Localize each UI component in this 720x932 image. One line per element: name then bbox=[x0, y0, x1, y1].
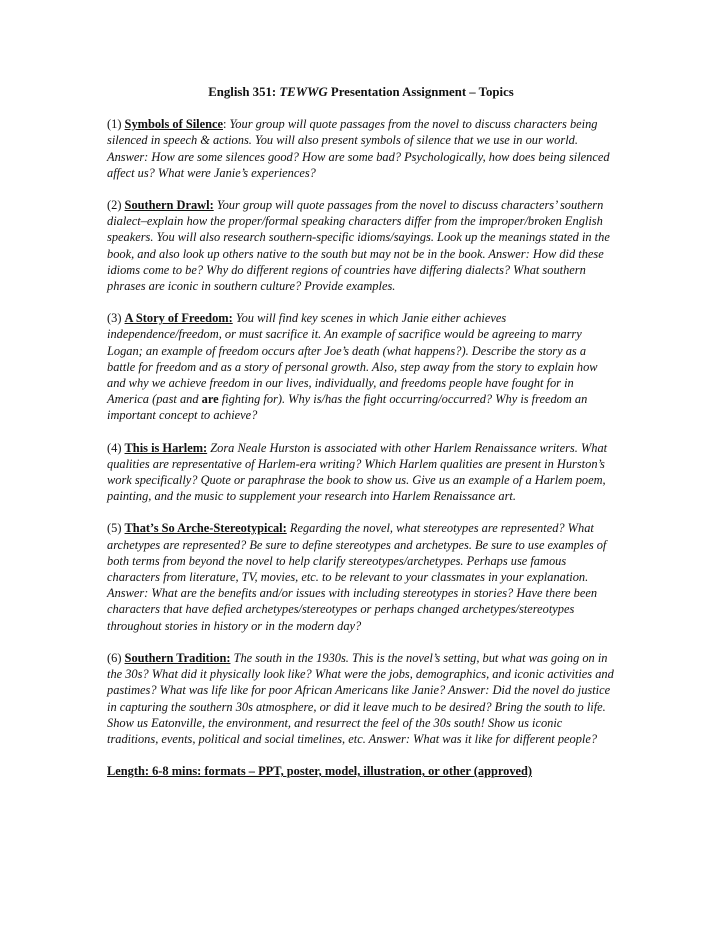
topic-number: (5) bbox=[107, 521, 125, 536]
length-requirements: Length: 6-8 mins: formats – PPT, poster, model, illustration, or other (approved) bbox=[107, 764, 533, 779]
topic-body: Your group will quote passages from the novel to discuss characters being silenced in speech & actions. You will also present symbols of silence that we use in our world. Answer: How are some silences good? How are some bad? Psychologically, how does being silenced affect us? What were Janie’s experiences? bbox=[107, 117, 610, 180]
topic-number: (4) bbox=[107, 440, 125, 455]
topic-body: Zora Neale Hurston is associated with other Harlem Renaissance writers. What qualities are representative of Harlem-era writing? Which Harlem qualities are present in Hurston’s work specifically? Quote or paraphrase the book to show us. Give us an example of a Harlem poem, painting, and the music to supplement your research into Harlem Renaissance art. bbox=[107, 440, 608, 504]
topic-heading: That’s So Arche-Stereotypical: bbox=[124, 521, 287, 536]
topic-number: (6) bbox=[107, 650, 125, 665]
assignment-document bbox=[107, 84, 615, 779]
topic-heading: Southern Drawl: bbox=[124, 198, 214, 213]
topic-body: You will find key scenes in which Janie either achieves independence/freedom, or must sacrifice it. An example of sacrifice would be agreeing to marry Logan; an example of freedom occurs after Joe’s death (what happens?). Describe the story as a battle for freedom and as a story of personal growth. Also, step away from the story to explain how and why we achieve freedom in our lives, individually, and freedoms people have fought for in America (past and bbox=[107, 311, 598, 407]
title-prefix: English 351: bbox=[208, 85, 280, 99]
topic-heading: This is Harlem: bbox=[124, 440, 208, 455]
topic-story-of-freedom bbox=[107, 310, 615, 423]
document-title bbox=[107, 84, 615, 100]
topic-heading: A Story of Freedom: bbox=[124, 311, 233, 326]
topic-arche-stereotypical bbox=[107, 520, 615, 633]
emphasis-word: are bbox=[201, 392, 219, 407]
topic-separator: : bbox=[223, 117, 230, 132]
topic-number: (3) bbox=[107, 311, 125, 326]
topic-body: The south in the 1930s. This is the novel’s setting, but what was going on in the 30s? What did it physically look like? What were the jobs, demographics, and iconic activities and pastimes? What was life like for poor African Americans like Janie? Answer: Did the novel do justice in capturing the southern 30s atmosphere, or did it leave much to be desired? Bring the south to life. Show us Eatonville, the environment, and resurrect the feel of the 30s south! Show us iconic traditions, events, political and social timelines, etc. Answer: What was it like for different people? bbox=[107, 650, 614, 746]
topic-symbols-of-silence bbox=[107, 116, 615, 181]
topic-southern-drawl bbox=[107, 197, 615, 294]
title-book: TEWWG bbox=[279, 85, 328, 99]
topic-southern-tradition bbox=[107, 650, 615, 747]
topic-number: (1) bbox=[107, 117, 125, 132]
topic-heading: Southern Tradition: bbox=[124, 650, 231, 665]
topic-body: Your group will quote passages from the novel to discuss characters’ southern dialect–explain how the proper/formal speaking characters differ from the improper/broken English speakers. You will also research southern-specific idioms/sayings. Look up the meanings stated in the book, and also look up others native to the south but may not be in the book. Answer: How did these idioms come to be? Why do different regions of countries have differing dialects? What southern phrases are iconic in southern culture? Provide examples. bbox=[107, 198, 610, 294]
title-suffix: Presentation Assignment – Topics bbox=[327, 85, 514, 99]
topic-this-is-harlem bbox=[107, 440, 615, 505]
topic-body-end: fighting for). Why is/has the fight occurring/occurred? Why is freedom an important concept to achieve? bbox=[107, 392, 588, 423]
topic-body: Regarding the novel, what stereotypes are represented? What archetypes are represented? Be sure to define stereotypes and archetypes. Be sure to use examples of both terms from beyond the novel to help clarify stereotypes/archetypes. Perhaps use famous characters from literature, TV, movies, etc. to be relevant to your classmates in your explanation. Answer: What are the benefits and/or issues with including stereotypes in stories? Have there been characters that have defied archetypes/stereotypes or perhaps changed archetypes/stereotypes throughout stories in history or in the modern day? bbox=[107, 521, 607, 633]
topic-number: (2) bbox=[107, 198, 125, 213]
topic-heading: Symbols of Silence bbox=[124, 117, 223, 132]
